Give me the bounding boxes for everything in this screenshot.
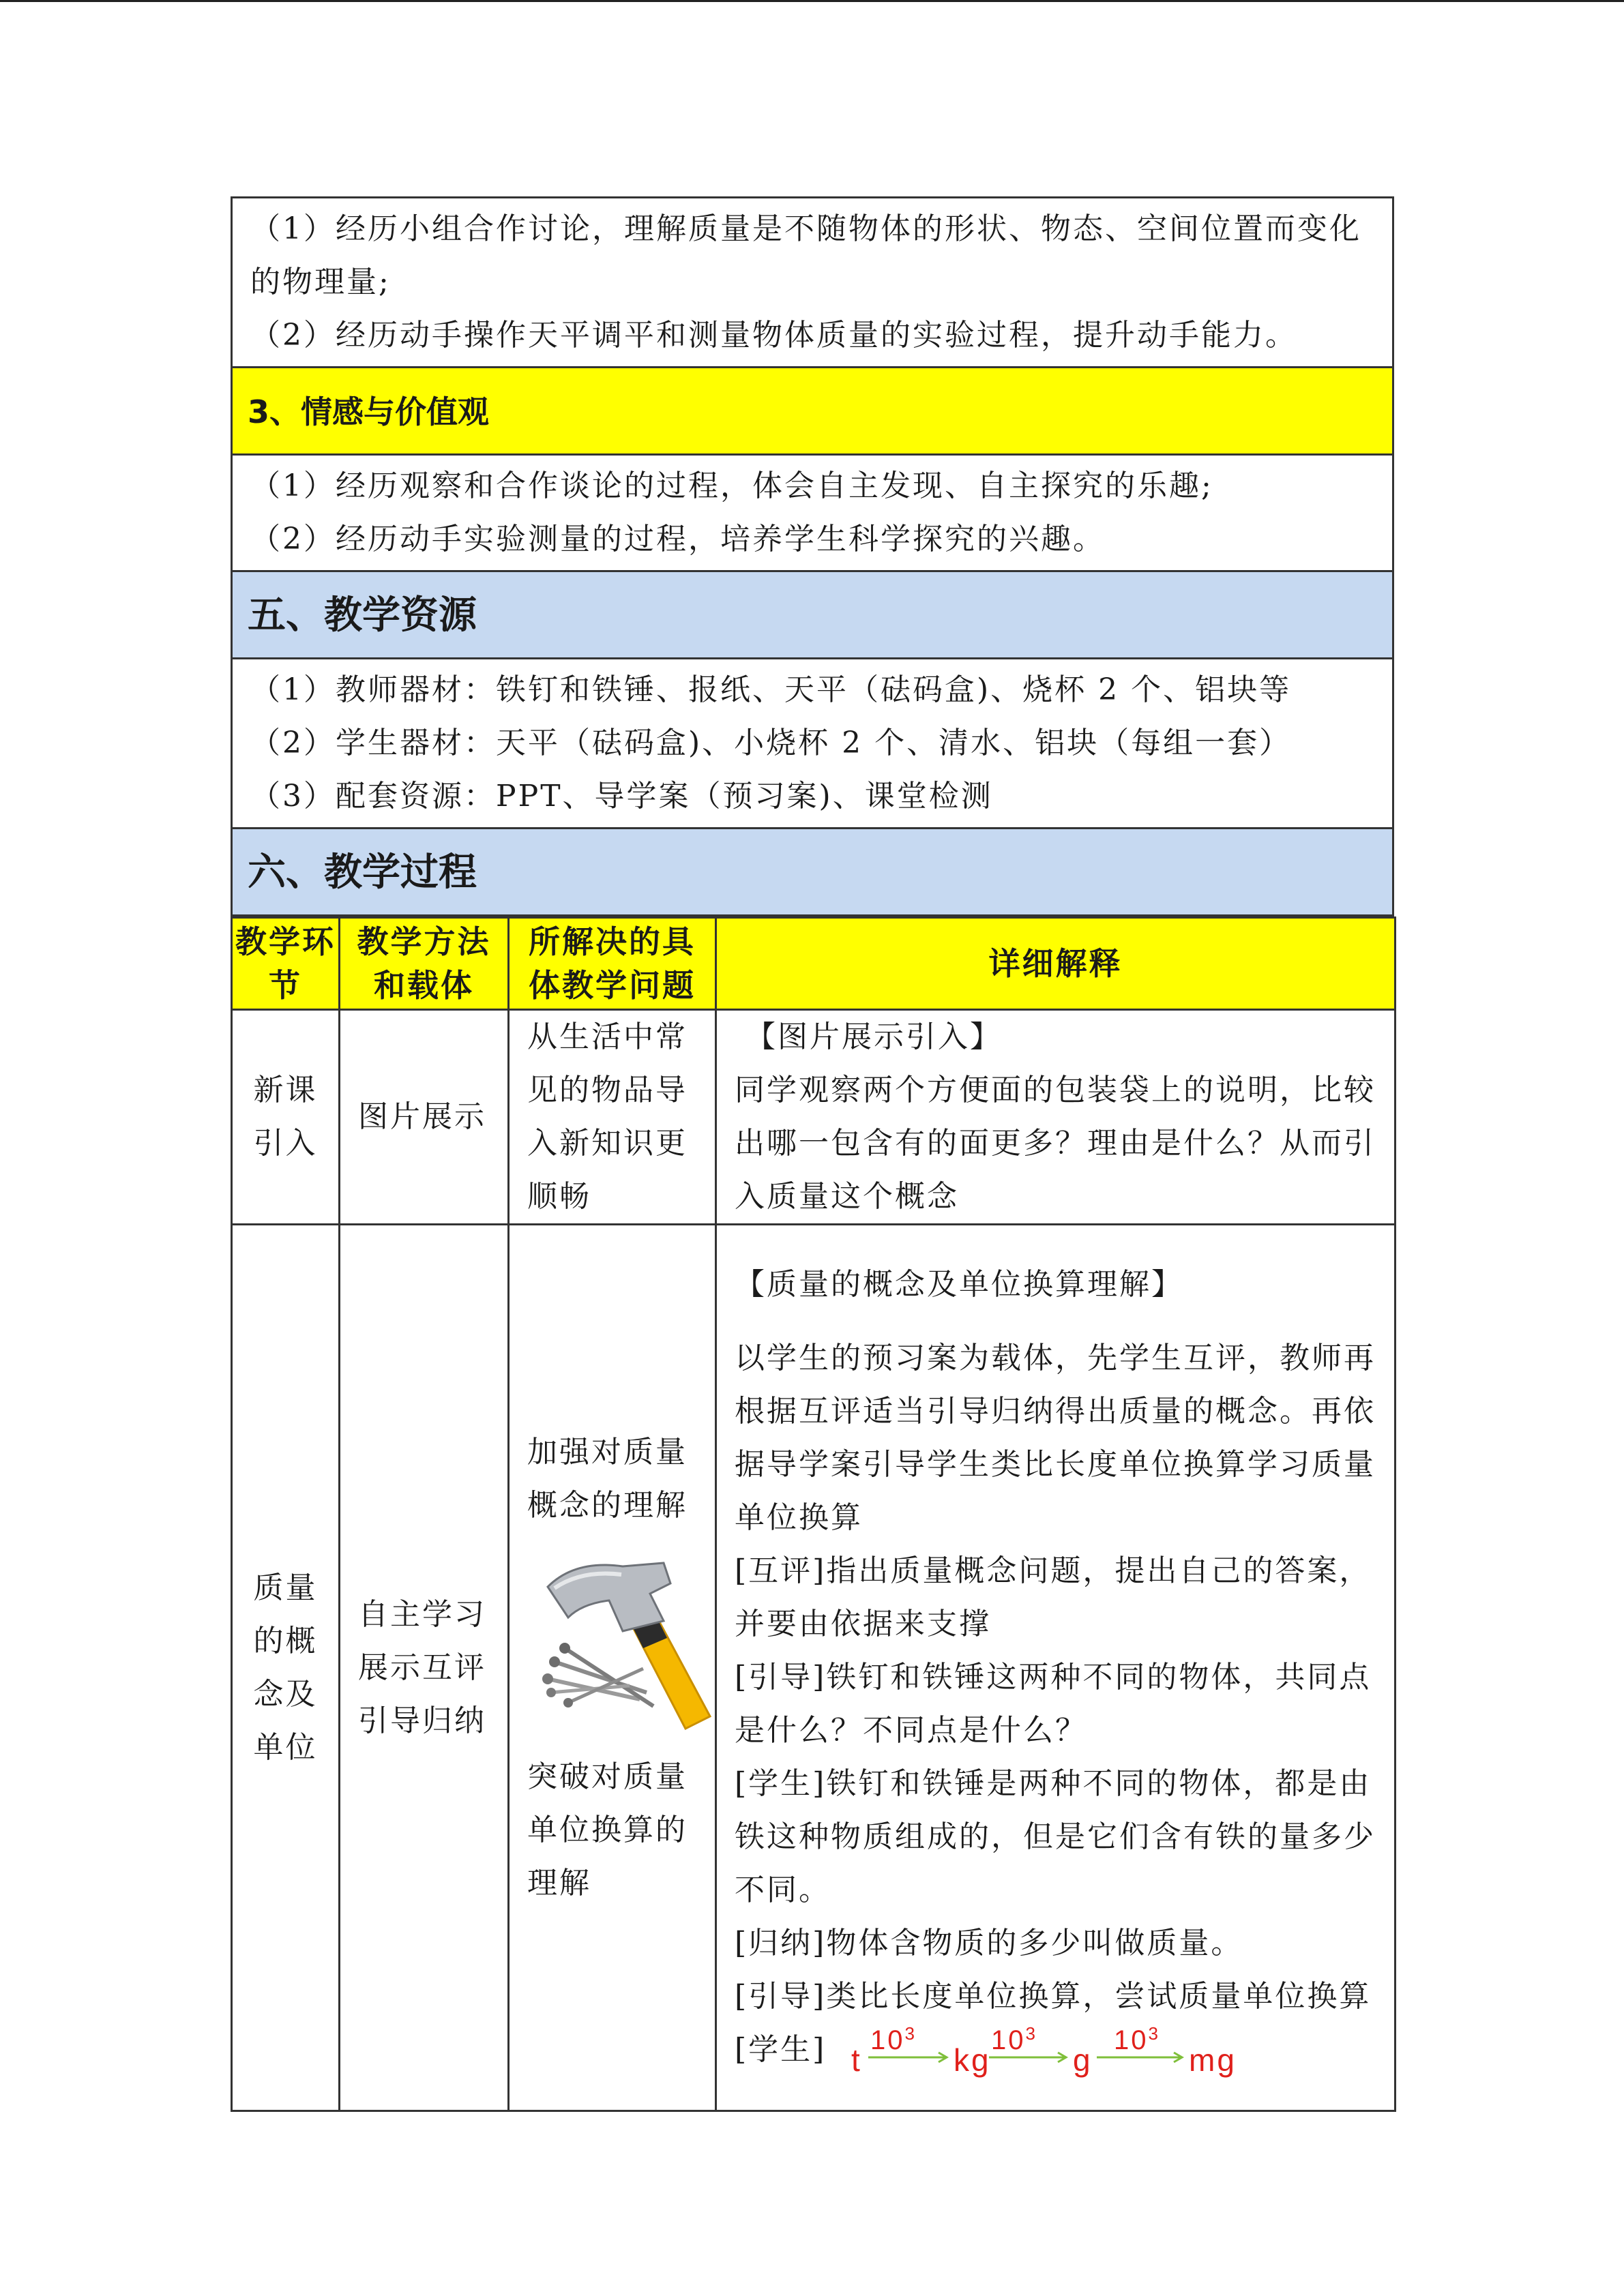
- table-row: [232, 1225, 1396, 2111]
- emotion-item: （1）经历观察和合作谈论的过程，体会自主发现、自主探究的乐趣;: [250, 468, 1213, 503]
- unit-conversion-chain: [838, 2023, 1274, 2078]
- row2-detail-text: 以学生的预习案为载体，先学生互评，教师再根据互评适当引导归纳得出质量的概念。再依据导学案引导学生类比长度单位换算学习质量单位换算: [735, 1340, 1376, 1535]
- table-row: [232, 1010, 1396, 1225]
- row1-method: 图片展示: [340, 1010, 509, 1225]
- resources-heading: 五、教学资源: [231, 572, 1394, 659]
- header-method: 教学方法和载体: [340, 918, 509, 1010]
- row1-detail-title: 【图片展示引入】: [745, 1019, 1002, 1054]
- hammer-and-nails-image: [527, 1546, 711, 1737]
- resource-item: （3）配套资源：PPT、导学案（预习案)、课堂检测: [250, 779, 993, 814]
- row2-detail-text: [引导]类比长度单位换算，尝试质量单位换算: [735, 1978, 1372, 2014]
- row2-detail-student-label: [学生]: [735, 2031, 827, 2067]
- skills-item: （1）经历小组合作讨论，理解质量是不随物体的形状、物态、空间位置而变化的物理量;: [250, 211, 1361, 299]
- skills-block: [231, 196, 1394, 368]
- emotion-block: [231, 456, 1394, 572]
- row2-detail-student-line: [735, 2023, 1376, 2078]
- emotion-item: （2）经历动手实验测量的过程，培养学生科学探究的兴趣。: [250, 522, 1105, 556]
- row2-detail-text: [互评]指出质量概念问题，提出自己的答案，并要由依据来支撑: [735, 1553, 1372, 1641]
- factor-2: $10^3$: [991, 2023, 1038, 2055]
- resources-block: [231, 659, 1394, 829]
- row2-detail-text: [引导]铁钉和铁锤这两种不同的物体，共同点是什么？不同点是什么？: [735, 1659, 1372, 1748]
- row2-method: 自主学习展示互评引导归纳: [340, 1225, 509, 2111]
- row1-problem: 从生活中常见的物品导入新知识更顺畅: [509, 1010, 716, 1225]
- unit-mg: mg: [1189, 2042, 1237, 2078]
- skills-item: （2）经历动手操作天平调平和测量物体质量的实验过程，提升动手能力。: [250, 318, 1297, 353]
- row2-detail-title: 【质量的概念及单位换算理解】: [735, 1266, 1183, 1302]
- row1-detail: [716, 1010, 1396, 1225]
- row2-problem-a: 加强对质量概念的理解: [527, 1434, 688, 1523]
- row2-detail-text: [归纳]物体含物质的多少叫做质量。: [735, 1925, 1243, 1960]
- header-detail: 详细解释: [716, 918, 1396, 1010]
- row2-problem: [509, 1225, 716, 2111]
- nails-icon: [542, 1643, 653, 1708]
- row1-stage: 新课引入: [232, 1010, 340, 1225]
- unit-kg: kg: [954, 2042, 991, 2078]
- lesson-plan-document: [231, 196, 1394, 2112]
- table-header-row: [232, 918, 1396, 1010]
- unit-t: t: [851, 2042, 863, 2078]
- header-problem: 所解决的具体教学问题: [509, 918, 716, 1010]
- factor-1: $10^3$: [870, 2023, 917, 2055]
- row1-detail-text: 同学观察两个方便面的包装袋上的说明，比较出哪一包含有的面更多？理由是什么？从而引入质量这个概念: [735, 1073, 1376, 1214]
- row2-stage: 质量的概念及单位: [232, 1225, 340, 2111]
- factor-3: $10^3$: [1114, 2023, 1161, 2055]
- unit-g: g: [1073, 2042, 1093, 2078]
- row2-problem-b: 突破对质量单位换算的理解: [527, 1759, 688, 1900]
- process-table: [231, 916, 1396, 2112]
- resource-item: （1）教师器材：铁钉和铁锤、报纸、天平（砝码盒)、烧杯 2 个、铝块等: [250, 672, 1292, 707]
- emotion-heading: 3、情感与价值观: [231, 368, 1394, 456]
- row2-detail-text: [学生]铁钉和铁锤是两种不同的物体，都是由铁这种物质组成的，但是它们含有铁的量多少不同。: [735, 1765, 1376, 1907]
- page-top-rule: [0, 0, 1624, 2]
- resource-item: （2）学生器材：天平（砝码盒)、小烧杯 2 个、清水、铝块（每组一套）: [250, 726, 1292, 760]
- process-heading: 六、教学过程: [231, 829, 1394, 916]
- row2-detail: [716, 1225, 1396, 2111]
- header-stage: 教学环节: [232, 918, 340, 1010]
